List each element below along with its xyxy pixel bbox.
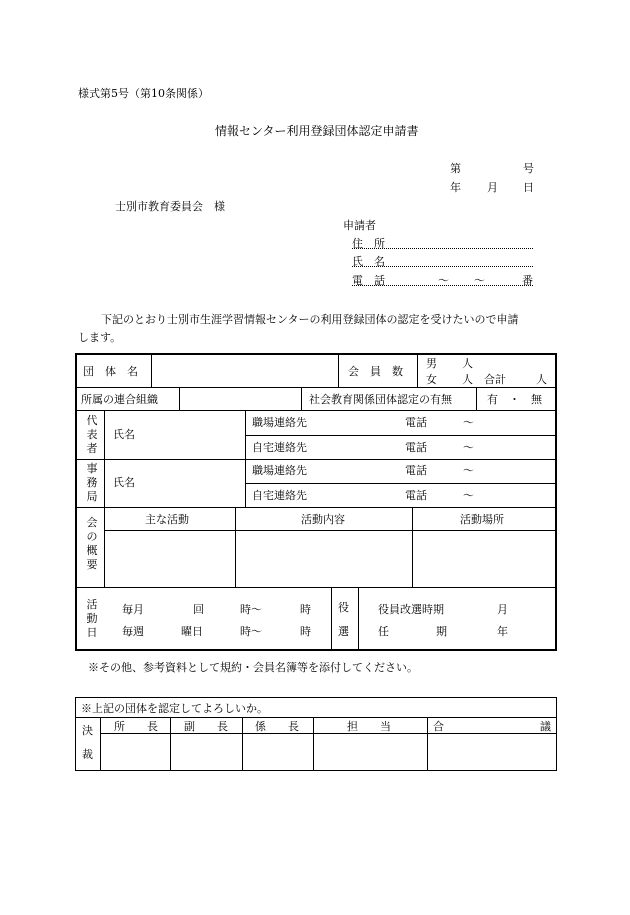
decision-vertical-1: 決 — [82, 724, 93, 737]
weekly-label: 毎週 — [122, 625, 144, 638]
female-person: 人 — [462, 373, 473, 386]
officer-change-month: 月 — [497, 603, 508, 616]
social-edu-label: 社会教育関係団体認定の有無 — [309, 393, 452, 406]
rep-home-tel: 電話 — [405, 441, 427, 454]
activity-content-header: 活動内容 — [301, 513, 345, 526]
member-count-label: 会 員 数 — [348, 365, 403, 378]
office-home-contact: 自宅連絡先 — [252, 489, 307, 502]
phone-tilde-1: ～ — [438, 274, 449, 287]
applicant-address-label: 住 所 — [352, 237, 385, 250]
main-activity-field[interactable] — [105, 531, 234, 586]
weekly-weekday: 曜日 — [181, 625, 203, 638]
male-person: 人 — [462, 357, 473, 370]
attachment-note: ※その他、参考資料として規約・会員名簿等を添付してください。 — [88, 661, 418, 674]
applicant-label: 申請者 — [343, 219, 376, 232]
affiliation-label: 所属の連合組織 — [81, 393, 158, 406]
office-home-tilde: ～ — [463, 489, 474, 502]
officer-vertical-2: 選 — [338, 625, 349, 638]
rep-work-contact: 職場連絡先 — [252, 416, 307, 429]
total-person: 人 — [536, 373, 547, 386]
office-vertical-label: 事務局 — [86, 462, 98, 503]
overview-vertical-label: 会の概要 — [86, 516, 98, 571]
rep-name-label: 氏名 — [113, 428, 135, 441]
monthly-label: 毎月 — [122, 603, 144, 616]
office-work-tel: 電話 — [405, 464, 427, 477]
group-name-field[interactable] — [152, 355, 338, 386]
term-label: 任 — [378, 625, 389, 638]
date-year: 年 — [450, 181, 461, 194]
consult-label: 合 — [433, 720, 444, 733]
rep-work-tel: 電話 — [405, 416, 427, 429]
recipient: 士別市教育委員会 様 — [115, 200, 225, 213]
office-work-contact: 職場連絡先 — [252, 464, 307, 477]
term-label-2: 期 — [436, 625, 447, 638]
female-label: 女 — [426, 373, 437, 386]
officer-vertical-1: 役 — [338, 601, 349, 614]
activity-place-field[interactable] — [413, 531, 555, 586]
total-label: 合計 — [484, 373, 506, 386]
date-day: 日 — [523, 181, 534, 194]
representative-vertical-label: 代表者 — [86, 414, 98, 455]
main-activity-header: 主な活動 — [145, 513, 189, 526]
applicant-phone-label: 電 話 — [352, 274, 385, 287]
section-chief-label: 係 長 — [255, 720, 299, 733]
office-work-tilde: ～ — [463, 464, 474, 477]
document-title: 情報センター利用登録団体認定申請書 — [215, 124, 419, 138]
number-dai: 第 — [450, 162, 461, 175]
rep-home-contact: 自宅連絡先 — [252, 441, 307, 454]
yes-no-option[interactable]: 有 ・ 無 — [487, 393, 542, 406]
weekly-hour-from: 時～ — [240, 625, 262, 638]
number-go: 号 — [523, 162, 534, 175]
monthly-times: 回 — [193, 603, 204, 616]
monthly-hour: 時 — [300, 603, 311, 616]
officer-change-label: 役員改選時期 — [378, 603, 444, 616]
applicant-name-label: 氏 名 — [352, 255, 385, 268]
date-month: 月 — [487, 181, 498, 194]
activity-place-header: 活動場所 — [460, 513, 504, 526]
weekly-hour: 時 — [300, 625, 311, 638]
term-year: 年 — [497, 625, 508, 638]
office-name-label: 氏名 — [113, 476, 135, 489]
body-text-line2: します。 — [78, 331, 122, 344]
body-text-line1: 下記のとおり士別市生涯学習情報センターの利用登録団体の認定を受けたいので申請 — [101, 313, 519, 326]
rep-home-tilde: ～ — [463, 441, 474, 454]
activity-content-field[interactable] — [236, 531, 411, 586]
male-label: 男 — [426, 357, 437, 370]
applicant-address-field[interactable] — [352, 236, 533, 249]
monthly-hour-from: 時～ — [240, 603, 262, 616]
phone-ban: 番 — [522, 274, 533, 287]
consult-label-2: 議 — [540, 720, 551, 733]
director-label: 所 長 — [114, 720, 158, 733]
rep-work-tilde: ～ — [463, 416, 474, 429]
group-name-label: 団 体 名 — [83, 365, 138, 378]
form-number: 様式第5号（第10条関係） — [78, 87, 209, 100]
applicant-name-field[interactable] — [352, 254, 533, 267]
applicant-phone-field[interactable] — [352, 273, 533, 286]
affiliation-field[interactable] — [180, 389, 300, 409]
decision-vertical-2: 裁 — [82, 748, 93, 761]
phone-tilde-2: ～ — [474, 274, 485, 287]
office-home-tel: 電話 — [405, 489, 427, 502]
vice-director-label: 副 長 — [184, 720, 228, 733]
in-charge-label: 担 当 — [347, 720, 391, 733]
approval-header: ※上記の団体を認定してよろしいか。 — [81, 702, 268, 715]
activity-day-vertical-label: 活動日 — [86, 598, 98, 639]
